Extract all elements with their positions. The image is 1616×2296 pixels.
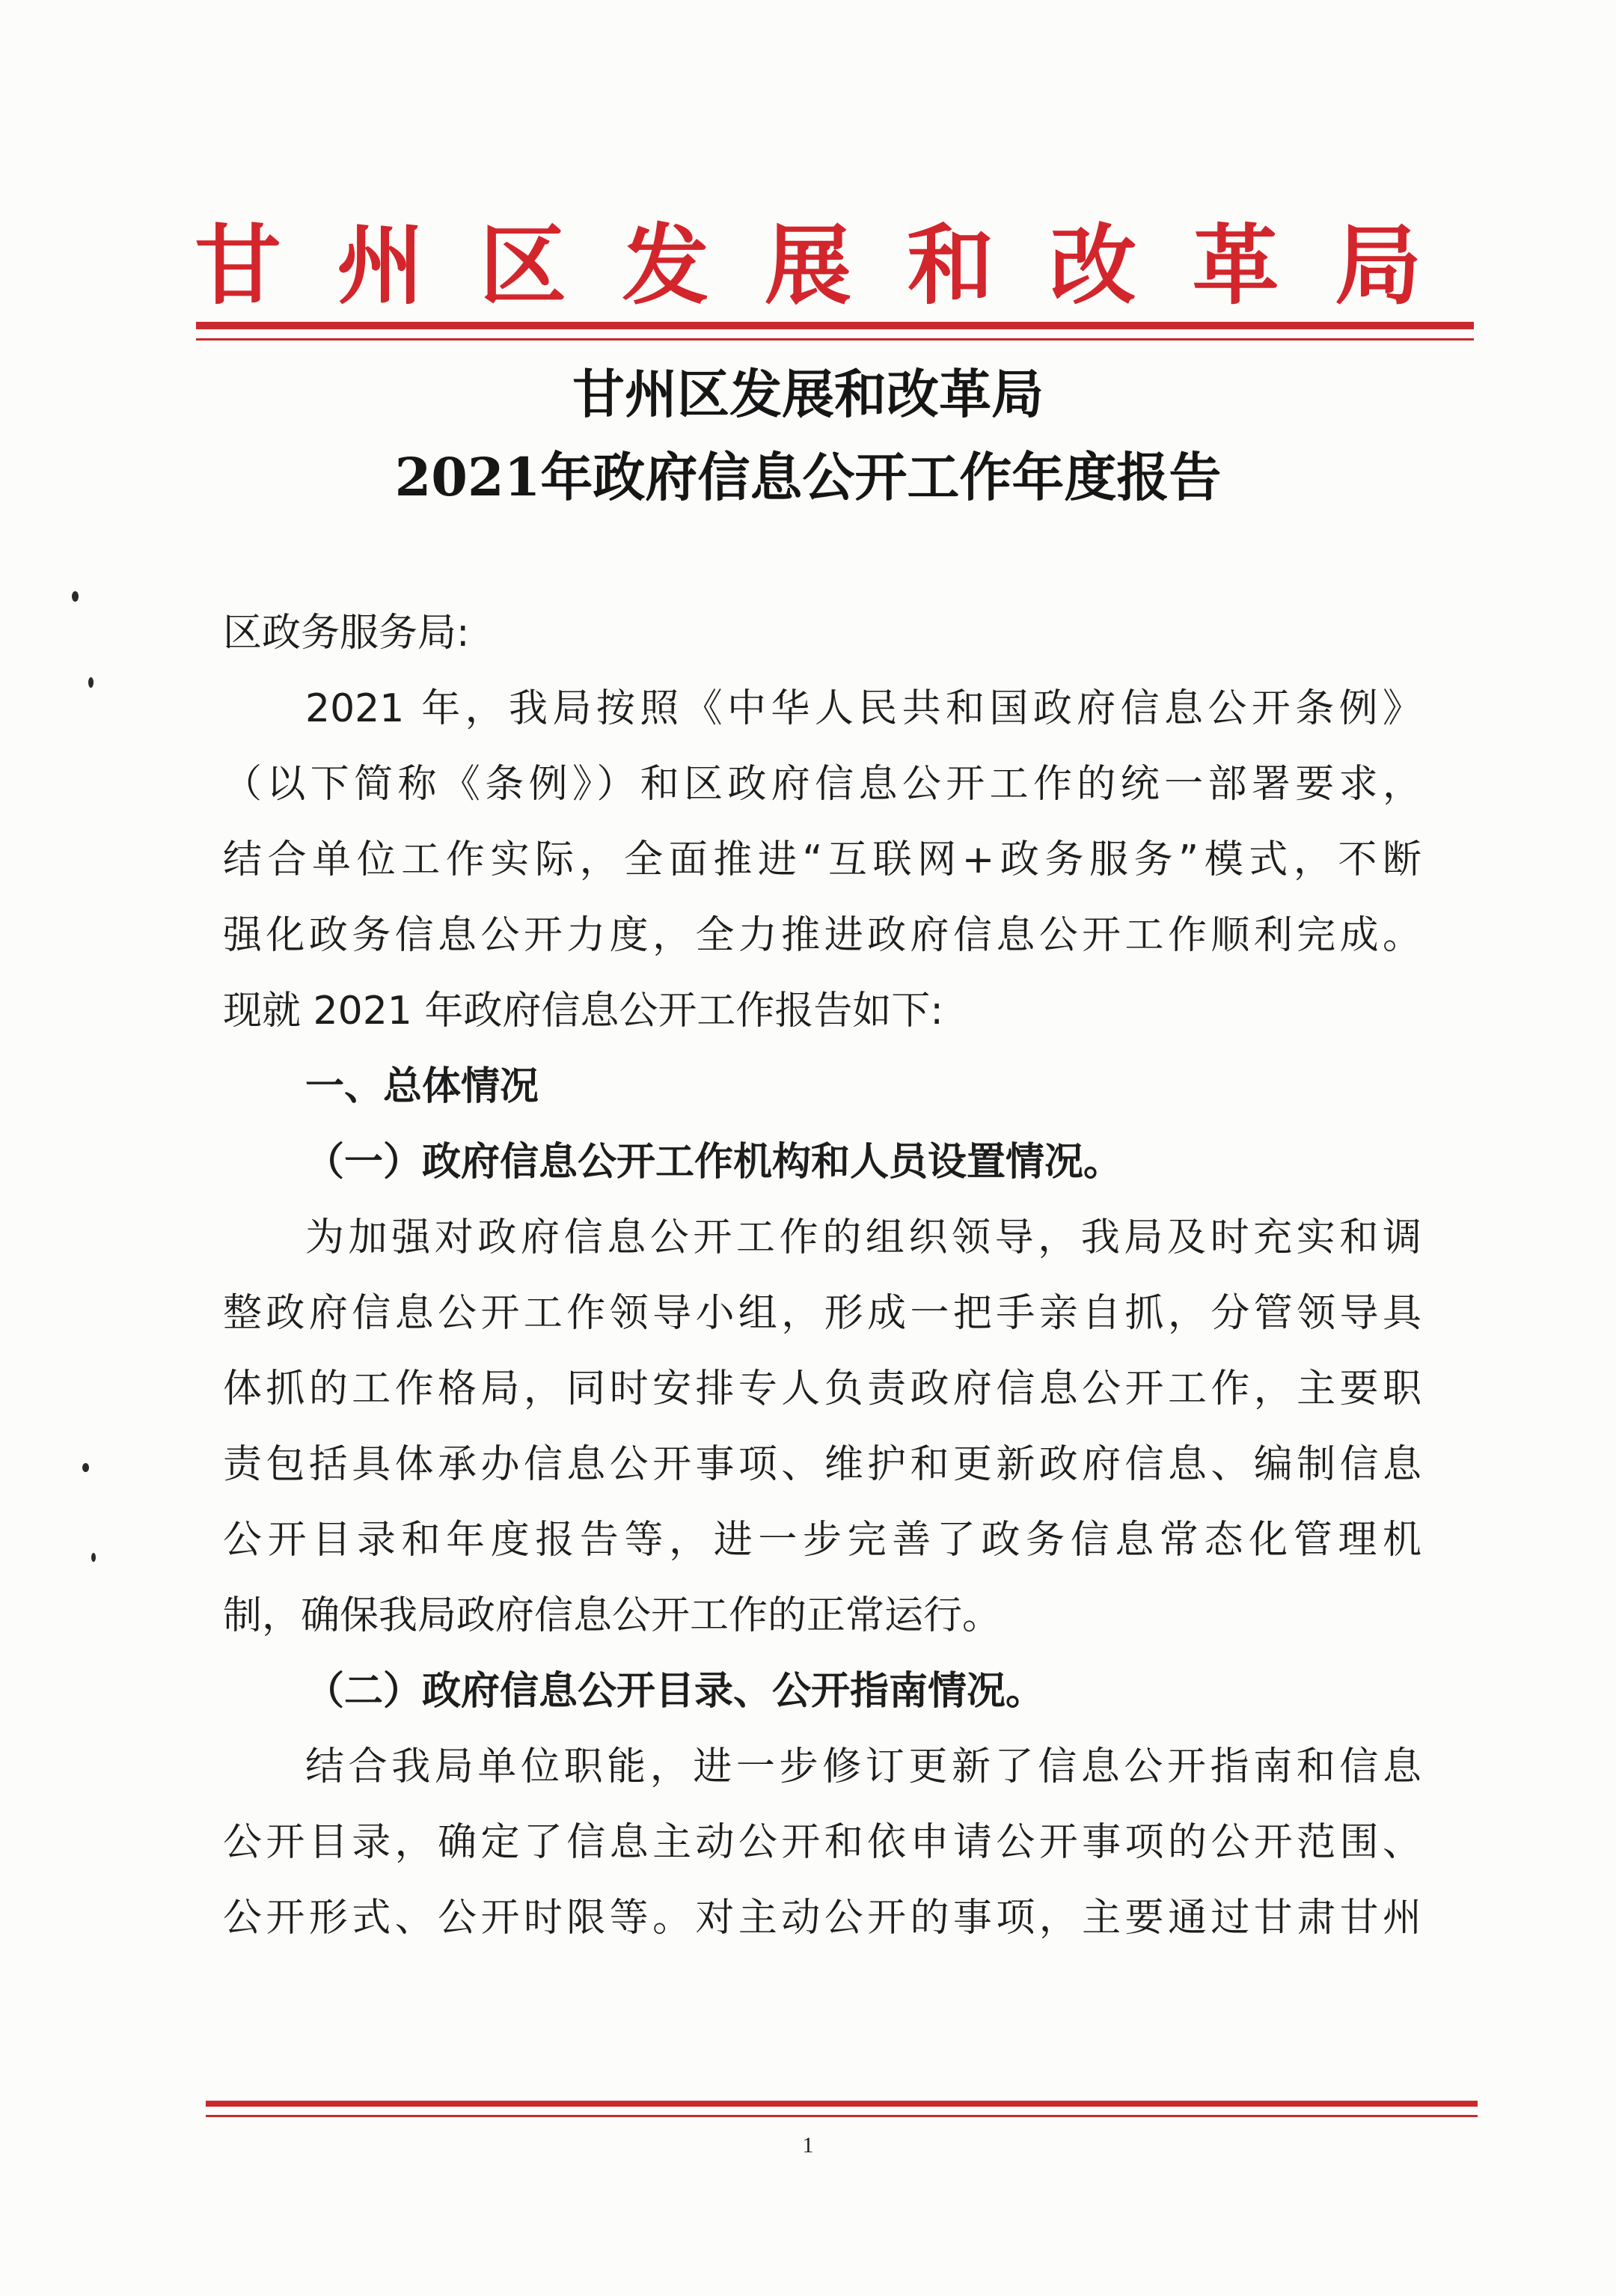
letterhead-char: 区 xyxy=(480,215,566,317)
letterhead-char: 州 xyxy=(337,215,424,317)
footer-rule-thin xyxy=(206,2115,1478,2117)
paragraph-line: 结合我局单位职能，进一步修订更新了信息公开指南和信息 xyxy=(305,1744,1421,1789)
paragraph-line: 公开目录，确定了信息主动公开和依申请公开事项的公开范围、 xyxy=(223,1820,1421,1865)
letterhead-char: 甘 xyxy=(195,215,281,317)
letterhead-char: 展 xyxy=(765,215,851,317)
document-title-line1: 甘州区发展和改革局 xyxy=(572,363,1044,425)
paragraph-line: 强化政务信息公开力度，全力推进政府信息公开工作顺利完成。 xyxy=(223,913,1421,958)
footer-rule-thick xyxy=(206,2101,1478,2107)
paragraph-line: 公开目录和年度报告等，进一步完善了政务信息常态化管理机 xyxy=(223,1518,1421,1563)
paragraph-line: 结合单位工作实际，全面推进“互联网+政务服务”模式，不断 xyxy=(223,837,1421,882)
subsection-heading: （二）政府信息公开目录、公开指南情况。 xyxy=(305,1669,1045,1714)
paragraph-line: 公开形式、公开时限等。对主动公开的事项，主要通过甘肃甘州 xyxy=(223,1896,1421,1941)
paragraph-line: 责包括具体承办信息公开事项、维护和更新政府信息、编制信息 xyxy=(223,1442,1421,1487)
scan-speck xyxy=(72,591,79,602)
scan-speck xyxy=(88,677,94,688)
letterhead-char: 和 xyxy=(907,215,994,317)
salutation: 区政务服务局: xyxy=(223,611,470,656)
paragraph-line: （以下简称《条例》）和区政府信息公开工作的统一部署要求， xyxy=(223,762,1421,807)
section-heading: 一、总体情况 xyxy=(305,1064,539,1109)
scan-speck xyxy=(82,1463,89,1472)
paragraph-line: 现就 2021 年政府信息公开工作报告如下: xyxy=(223,989,943,1033)
letterhead-char: 局 xyxy=(1335,215,1421,317)
subsection-heading: （一）政府信息公开工作机构和人员设置情况。 xyxy=(305,1140,1123,1185)
scan-speck xyxy=(91,1553,96,1562)
paragraph-line: 2021 年，我局按照《中华人民共和国政府信息公开条例》 xyxy=(305,686,1421,731)
paragraph-line: 为加强对政府信息公开工作的组织领导，我局及时充实和调 xyxy=(305,1215,1421,1260)
letterhead-char: 改 xyxy=(1050,215,1136,317)
letterhead-char: 发 xyxy=(622,215,709,317)
page-number: 1 xyxy=(802,2133,814,2158)
paragraph-line: 制，确保我局政府信息公开工作的正常运行。 xyxy=(223,1593,1002,1638)
paragraph-line: 整政府信息公开工作领导小组，形成一把手亲自抓，分管领导具 xyxy=(223,1291,1421,1336)
paragraph-line: 体抓的工作格局，同时安排专人负责政府信息公开工作，主要职 xyxy=(223,1367,1421,1411)
letterhead-char: 革 xyxy=(1192,215,1279,317)
document-title-line2: 2021年政府信息公开工作年度报告 xyxy=(394,446,1222,508)
